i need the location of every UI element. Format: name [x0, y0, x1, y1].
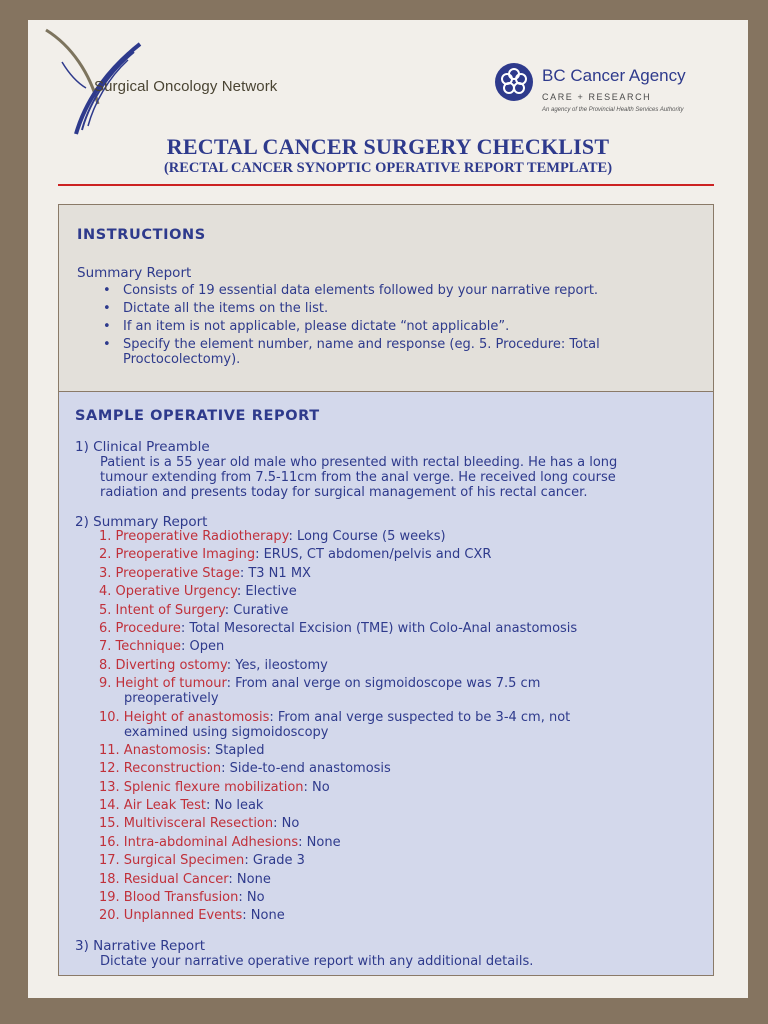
summary-item	[99, 853, 699, 868]
instruction-item: • If an item is not applicable, please dictate “not applicable”.	[99, 319, 679, 334]
summary-item	[99, 710, 699, 740]
sample-heading: SAMPLE OPERATIVE REPORT	[75, 408, 320, 424]
bc-cancer-agency-logo	[494, 62, 744, 122]
summary-item-value: : From anal verge on sigmoidoscope was 7.5 cm	[226, 676, 541, 692]
summary-item-value: : From anal verge suspected to be 3-4 cm, not	[269, 709, 571, 725]
instructions-summary-heading: Summary Report	[77, 265, 192, 281]
summary-item	[99, 529, 699, 544]
instructions-heading: INSTRUCTIONS	[77, 227, 206, 243]
summary-item-value: : Open	[181, 639, 225, 655]
summary-item	[99, 603, 699, 618]
summary-item-value: : ERUS, CT abdomen/pelvis and CXR	[255, 547, 492, 563]
preamble-line: tumour extending from 7.5-11cm from the anal verge. He received long course	[100, 470, 616, 485]
summary-item-value: : Grade 3	[244, 853, 305, 869]
summary-item	[99, 835, 699, 850]
summary-item-value: : Yes, ileostomy	[226, 657, 328, 673]
sample-report-box	[58, 391, 714, 976]
narrative-text: Dictate your narrative operative report with any additional details.	[100, 954, 534, 969]
summary-item-value: : None	[228, 871, 271, 887]
summary-item-label: 7. Technique	[99, 639, 181, 655]
summary-item-value: : No	[238, 890, 265, 906]
summary-item-label: 1. Preoperative Radiotherapy	[99, 529, 289, 544]
summary-item-label: 16. Intra-abdominal Adhesions	[99, 834, 299, 850]
summary-item-label: 6. Procedure	[99, 620, 181, 636]
summary-item	[99, 547, 699, 562]
agency-name: BC Cancer Agency	[542, 66, 686, 85]
summary-item	[99, 566, 699, 581]
summary-item-value: : Total Mesorectal Excision (TME) with Colo-Anal anastomosis	[180, 620, 578, 636]
summary-item-value: : Side-to-end anastomosis	[221, 761, 391, 777]
summary-item-label: 12. Reconstruction	[99, 761, 222, 777]
summary-item	[99, 890, 699, 905]
summary-item	[99, 908, 699, 923]
bc-cancer-agency-emblem-icon	[494, 62, 534, 102]
summary-item-label: 2. Preoperative Imaging	[99, 547, 256, 563]
document-page	[28, 20, 748, 998]
summary-item-value: : None	[242, 908, 285, 924]
summary-item-label: 13. Splenic flexure mobilization	[99, 779, 304, 795]
summary-item	[99, 798, 699, 813]
preamble-heading: 1) Clinical Preamble	[75, 439, 210, 455]
summary-item	[99, 621, 699, 636]
agency-tagline: An agency of the Provincial Health Services Authority	[542, 107, 684, 113]
summary-item-value: : No leak	[206, 798, 264, 814]
summary-item-label: 5. Intent of Surgery	[99, 602, 225, 618]
summary-item-value: : Elective	[236, 584, 297, 600]
summary-item-label: 17. Surgical Specimen	[99, 853, 245, 869]
network-name: Surgical Oncology Network	[94, 78, 278, 95]
summary-item-label: 18. Residual Cancer	[99, 871, 229, 887]
summary-item	[99, 584, 699, 599]
instruction-item: • Dictate all the items on the list.	[99, 301, 679, 316]
summary-item	[99, 872, 699, 887]
title-divider	[58, 184, 714, 186]
summary-item-value: : T3 N1 MX	[239, 565, 311, 581]
summary-item-value: : None	[298, 834, 341, 850]
page-title: RECTAL CANCER SURGERY CHECKLIST	[166, 134, 610, 159]
summary-item	[99, 676, 699, 706]
instruction-item: • Specify the element number, name and response (eg. 5. Procedure: Total Proctocolectomy).	[99, 337, 679, 367]
summary-item-label: 4. Operative Urgency	[99, 584, 237, 600]
summary-item	[99, 761, 699, 776]
summary-item-value: : No	[303, 779, 330, 795]
summary-item-label: 15. Multivisceral Resection	[99, 816, 274, 832]
summary-item	[99, 658, 699, 673]
summary-item-label: 14. Air Leak Test	[99, 798, 207, 814]
summary-item-label: 9. Height of tumour	[99, 676, 227, 692]
summary-item	[99, 639, 699, 654]
summary-item-continuation: preoperatively	[124, 691, 219, 707]
preamble-line: radiation and presents today for surgical management of his rectal cancer.	[100, 485, 588, 500]
summary-item-value: : Stapled	[206, 742, 265, 758]
summary-report-heading: 2) Summary Report	[75, 514, 208, 530]
summary-item-value: : No	[273, 816, 300, 832]
agency-subtitle: CARE + RESEARCH	[542, 92, 652, 102]
summary-item-label: 20. Unplanned Events	[99, 908, 243, 924]
summary-item-label: 11. Anastomosis	[99, 742, 207, 758]
summary-item-continuation: examined using sigmoidoscopy	[124, 724, 329, 740]
summary-item-label: 10. Height of anastomosis	[99, 709, 270, 725]
instructions-list	[99, 283, 679, 370]
narrative-heading: 3) Narrative Report	[75, 938, 206, 954]
summary-item-label: 19. Blood Transfusion	[99, 890, 239, 906]
summary-item	[99, 743, 699, 758]
preamble-line: Patient is a 55 year old male who presented with rectal bleeding. He has a long	[100, 455, 618, 470]
summary-item-label: 8. Diverting ostomy	[99, 657, 227, 673]
summary-item	[99, 816, 699, 831]
summary-item-value: : Curative	[224, 602, 289, 618]
page-subtitle: (RECTAL CANCER SYNOPTIC OPERATIVE REPORT TEMPLATE)	[163, 160, 613, 176]
summary-item-value: : Long Course (5 weeks)	[288, 529, 446, 544]
instruction-item: • Consists of 19 essential data elements followed by your narrative report.	[99, 283, 679, 298]
summary-item-label: 3. Preoperative Stage	[99, 565, 240, 581]
instructions-box	[58, 204, 714, 392]
summary-items-list	[99, 529, 699, 927]
summary-item	[99, 780, 699, 795]
